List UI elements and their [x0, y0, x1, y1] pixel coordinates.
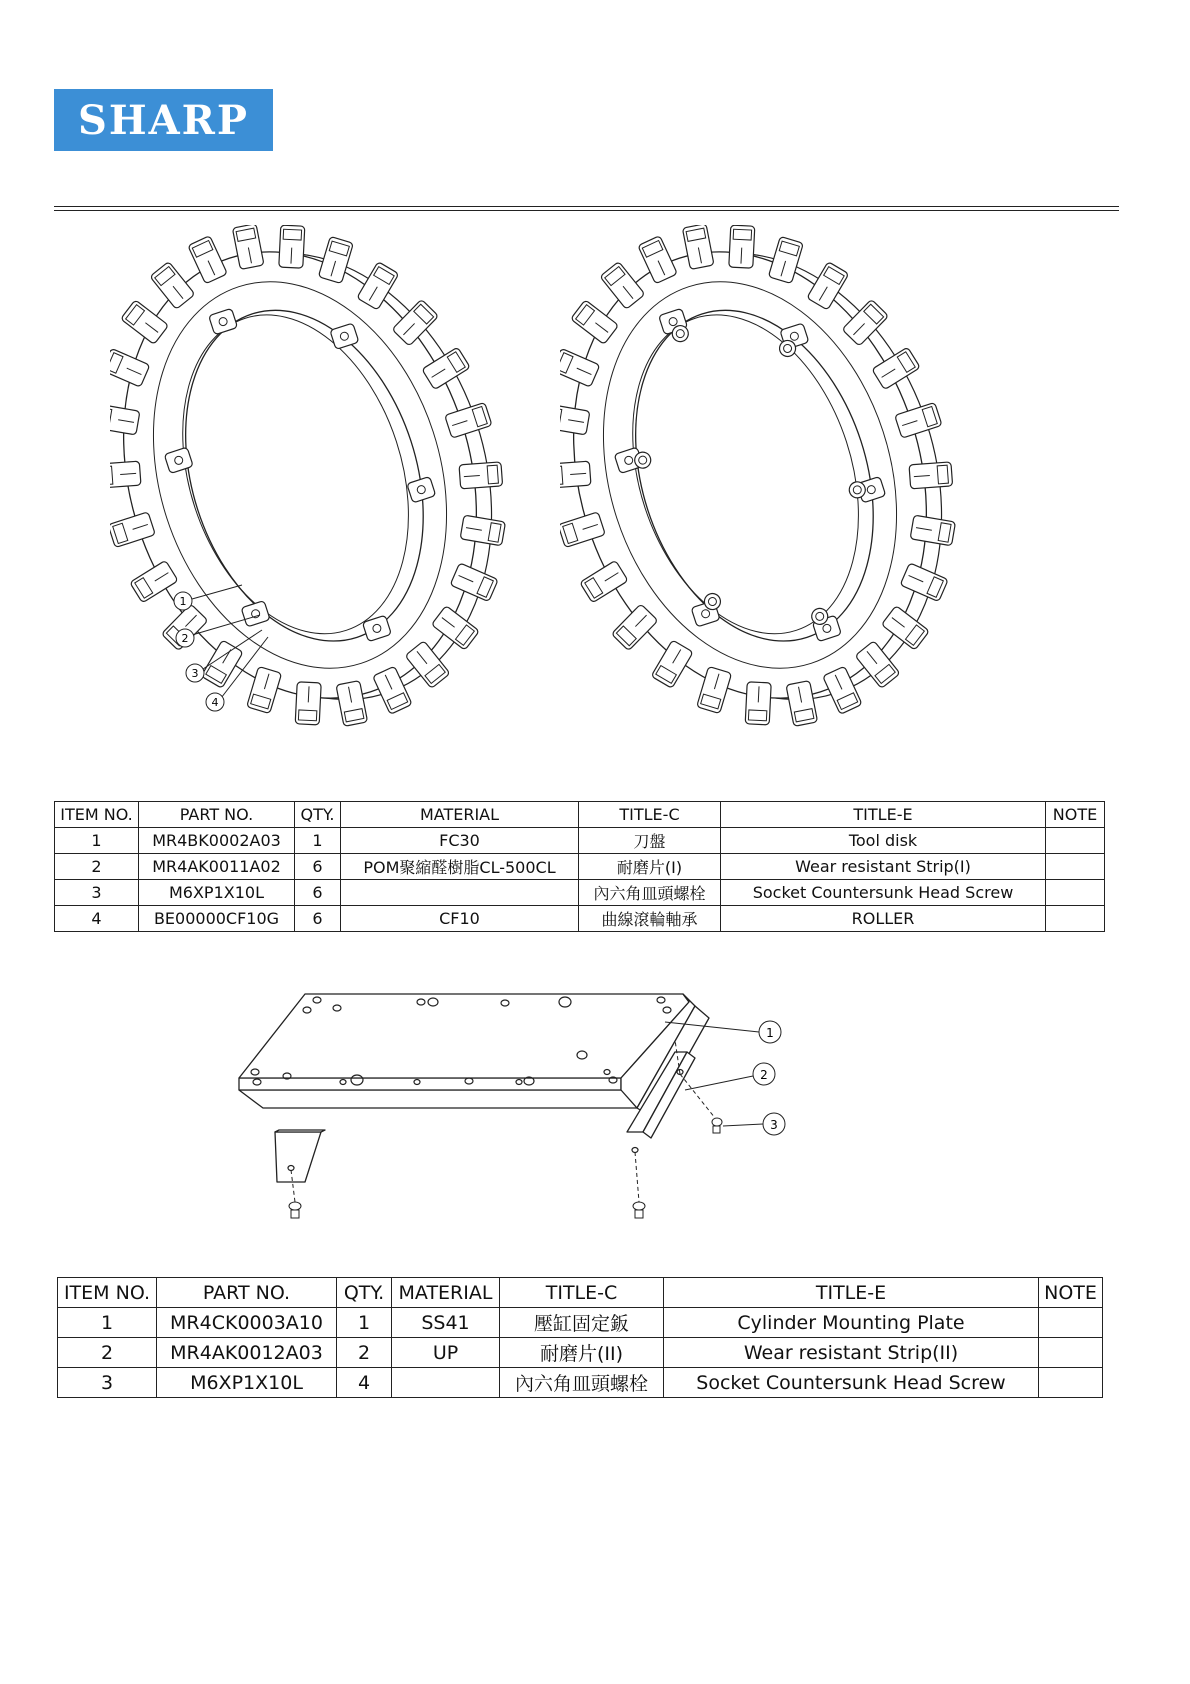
cell-title-c: 壓缸固定鈑: [500, 1308, 664, 1338]
cell-item-no: 1: [55, 828, 139, 854]
cell-item-no: 1: [58, 1308, 157, 1338]
cell-part-no: MR4CK0003A10: [157, 1308, 337, 1338]
cell-qty: 4: [337, 1368, 392, 1398]
callout-4-label: 4: [211, 696, 219, 709]
callout-2-label: 2: [181, 632, 189, 645]
column-header-title-c: TITLE-C: [500, 1278, 664, 1308]
cell-part-no: MR4AK0012A03: [157, 1338, 337, 1368]
cylinder-mounting-plate-drawing: [225, 980, 845, 1230]
cell-title-e: Wear resistant Strip(I): [721, 854, 1046, 880]
plate-callout-1-label: 1: [766, 1026, 774, 1040]
cell-note: [1046, 880, 1105, 906]
cell-title-e: Socket Countersunk Head Screw: [721, 880, 1046, 906]
cell-qty: 6: [295, 880, 341, 906]
cell-item-no: 4: [55, 906, 139, 932]
cell-qty: 1: [295, 828, 341, 854]
plate-callout-3-label: 3: [770, 1118, 778, 1132]
callout-1: [174, 592, 192, 610]
callout-4: [206, 693, 224, 711]
cell-title-c: 內六角皿頭螺栓: [500, 1368, 664, 1398]
cell-note: [1046, 906, 1105, 932]
column-header-item-no: ITEM NO.: [55, 802, 139, 828]
cell-note: [1039, 1338, 1103, 1368]
column-header-qty: QTY.: [295, 802, 341, 828]
table-row: [55, 854, 1105, 880]
cell-title-e: Cylinder Mounting Plate: [664, 1308, 1039, 1338]
cell-title-e: ROLLER: [721, 906, 1046, 932]
cell-title-c: 曲線滾輪軸承: [579, 906, 721, 932]
cell-note: [1039, 1308, 1103, 1338]
table-row: [58, 1368, 1103, 1398]
table-header-row: [58, 1278, 1103, 1308]
cell-material: UP: [392, 1338, 500, 1368]
cell-material: [341, 880, 579, 906]
disk-tooth: [909, 462, 953, 489]
callout-3-label: 3: [191, 667, 199, 680]
cell-material: POM聚縮醛樹脂CL-500CL: [341, 854, 579, 880]
cell-part-no: BE00000CF10G: [139, 906, 295, 932]
callout-2: [176, 629, 194, 647]
cell-title-e: Tool disk: [721, 828, 1046, 854]
cell-qty: 1: [337, 1308, 392, 1338]
cell-material: CF10: [341, 906, 579, 932]
plate-callout-2: [753, 1063, 775, 1085]
tool-disk-drawing-right: [560, 225, 1000, 735]
table-row: [58, 1338, 1103, 1368]
cell-note: [1046, 828, 1105, 854]
cell-material: FC30: [341, 828, 579, 854]
disk-tooth: [560, 461, 591, 488]
column-header-part-no: PART NO.: [157, 1278, 337, 1308]
table-row: [55, 906, 1105, 932]
table-row: [58, 1308, 1103, 1338]
cell-item-no: 2: [58, 1338, 157, 1368]
disk-callouts: [150, 575, 320, 720]
cell-qty: 6: [295, 906, 341, 932]
cell-part-no: MR4BK0002A03: [139, 828, 295, 854]
disk-tooth: [459, 462, 503, 489]
disk-tooth: [279, 225, 305, 268]
plate-callout-2-label: 2: [760, 1068, 768, 1082]
column-header-material: MATERIAL: [341, 802, 579, 828]
cell-part-no: MR4AK0011A02: [139, 854, 295, 880]
column-header-note: NOTE: [1039, 1278, 1103, 1308]
column-header-qty: QTY.: [337, 1278, 392, 1308]
cell-title-c: 耐磨片(II): [500, 1338, 664, 1368]
plate-callout-1: [759, 1021, 781, 1043]
cell-qty: 6: [295, 854, 341, 880]
cell-item-no: 2: [55, 854, 139, 880]
disk-tooth: [745, 682, 771, 725]
column-header-item-no: ITEM NO.: [58, 1278, 157, 1308]
column-header-note: NOTE: [1046, 802, 1105, 828]
cell-note: [1046, 854, 1105, 880]
table-header-row: [55, 802, 1105, 828]
cell-title-c: 刀盤: [579, 828, 721, 854]
column-header-title-e: TITLE-E: [721, 802, 1046, 828]
cell-material: SS41: [392, 1308, 500, 1338]
cell-item-no: 3: [58, 1368, 157, 1398]
cell-material: [392, 1368, 500, 1398]
cell-part-no: M6XP1X10L: [157, 1368, 337, 1398]
cell-title-c: 內六角皿頭螺栓: [579, 880, 721, 906]
cell-note: [1039, 1368, 1103, 1398]
bom-table-tool-disk: [54, 801, 1105, 932]
cell-part-no: M6XP1X10L: [139, 880, 295, 906]
header-rule-bottom: [54, 210, 1119, 211]
disk-tooth: [729, 225, 755, 268]
cell-item-no: 3: [55, 880, 139, 906]
callout-1-label: 1: [179, 595, 187, 608]
disk-tooth: [110, 461, 141, 488]
header-rule-top: [54, 206, 1119, 207]
table-row: [55, 828, 1105, 854]
plate-callout-3: [763, 1113, 785, 1135]
cell-title-e: Wear resistant Strip(II): [664, 1338, 1039, 1368]
sharp-logo: [54, 89, 273, 151]
cell-title-c: 耐磨片(I): [579, 854, 721, 880]
column-header-title-c: TITLE-C: [579, 802, 721, 828]
column-header-part-no: PART NO.: [139, 802, 295, 828]
cell-title-e: Socket Countersunk Head Screw: [664, 1368, 1039, 1398]
table-row: [55, 880, 1105, 906]
column-header-material: MATERIAL: [392, 1278, 500, 1308]
logo-text: SHARP: [77, 96, 250, 144]
bom-table-mounting-plate: [57, 1277, 1103, 1398]
cell-qty: 2: [337, 1338, 392, 1368]
callout-3: [186, 664, 204, 682]
column-header-title-e: TITLE-E: [664, 1278, 1039, 1308]
